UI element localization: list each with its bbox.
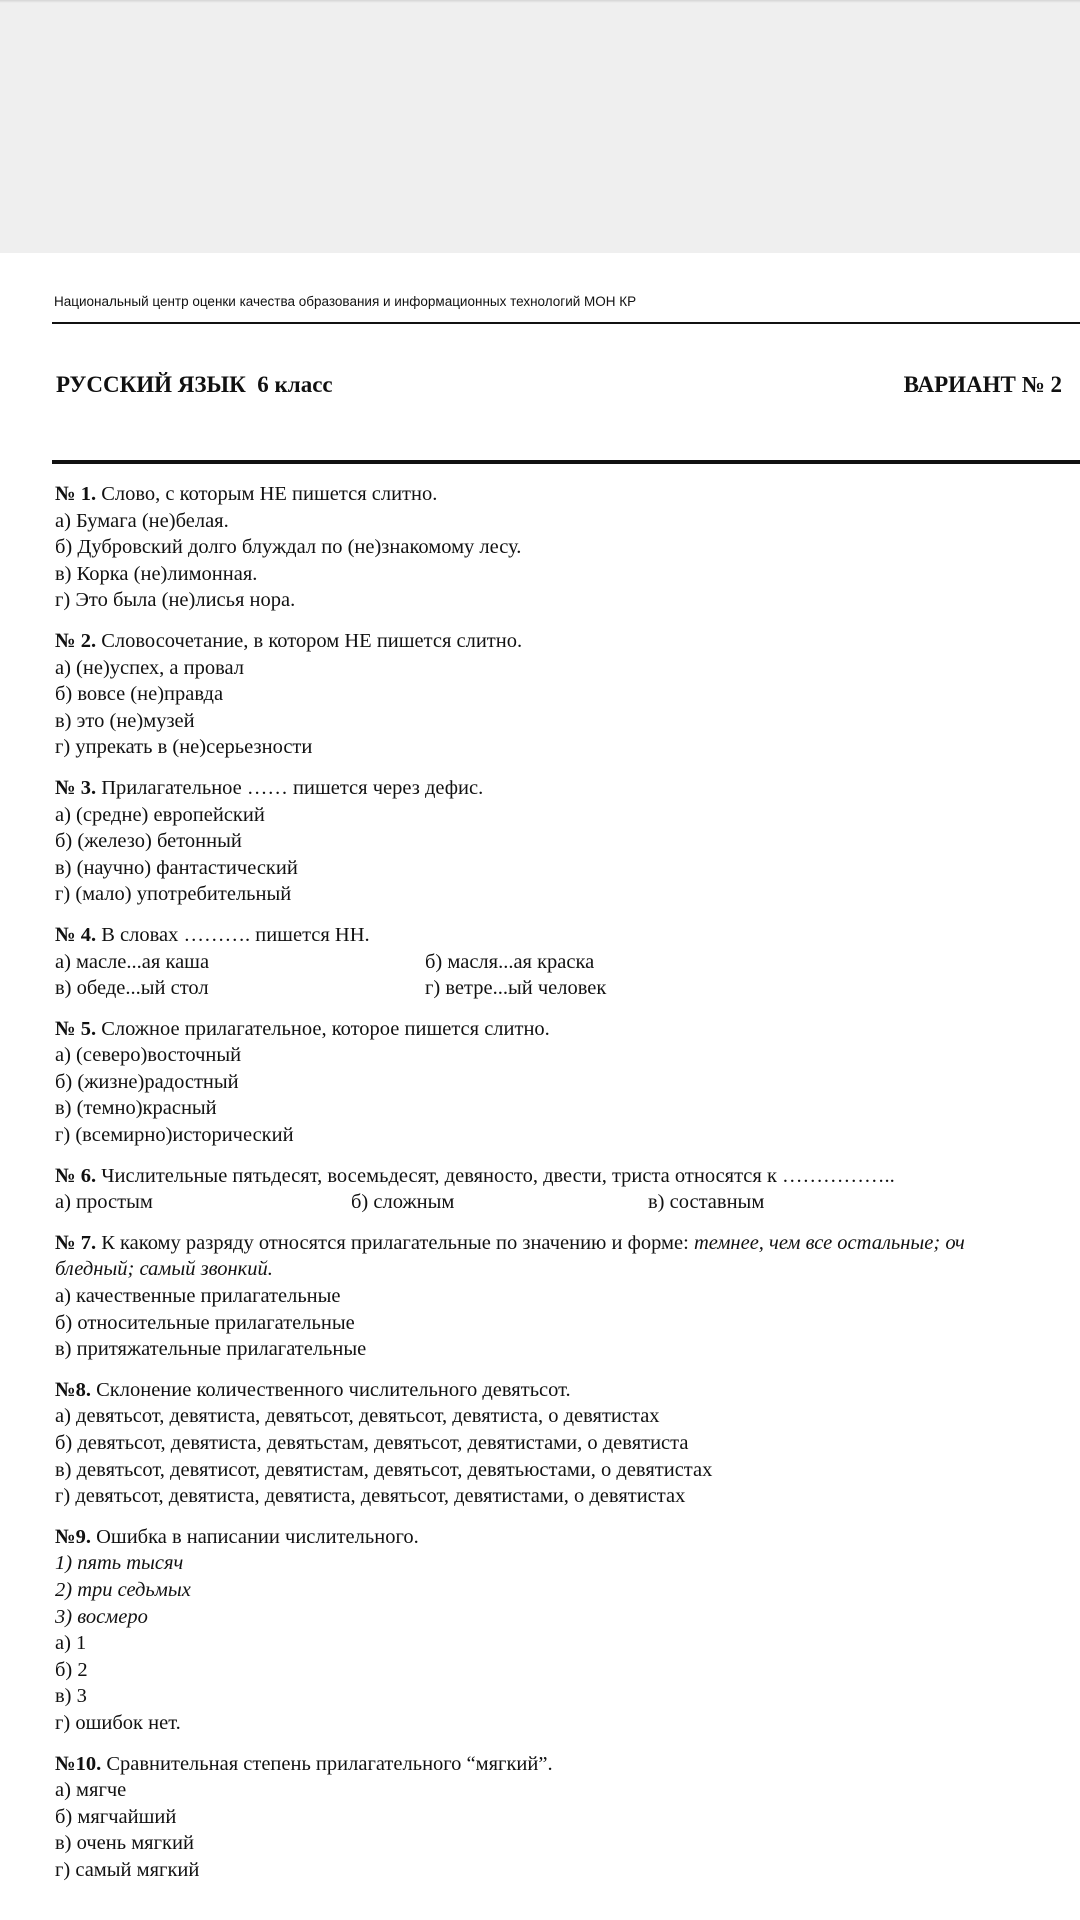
answer-option: г) Это была (не)лисья нора. xyxy=(55,589,296,612)
answer-option: г) ветре...ый человек xyxy=(425,977,607,1000)
numbered-item: 1) пять тысяч xyxy=(55,1552,184,1575)
answer-option: г) девятьсот, девятиста, девятиста, девятьсот, девятистами, о девятистах xyxy=(55,1485,686,1508)
answer-option: а) качественные прилагательные xyxy=(55,1285,341,1308)
question-title xyxy=(55,922,1080,949)
answer-option: г) (всемирно)исторический xyxy=(55,1124,294,1147)
answer-option: в) девятьсот, девятисот, девятистам, девятьсот, девятьюстами, о девятистах xyxy=(55,1458,713,1481)
answer-option: в) это (не)музей xyxy=(55,709,195,732)
answer-option: г) (мало) употребительный xyxy=(55,883,292,906)
answer-option: а) девятьсот, девятиста, девятьсот, девятьсот, девятиста, о девятистах xyxy=(55,1405,660,1428)
answer-option: а) масле...ая каша xyxy=(55,950,210,973)
question-text: Ошибка в написании числительного. xyxy=(90,1525,419,1548)
answer-option: в) составным xyxy=(648,1191,765,1214)
question-text: Сложное прилагательное, которое пишется слитно. xyxy=(96,1017,550,1040)
answer-option: в) обеде...ый стол xyxy=(55,977,209,1000)
question-number: № 3. xyxy=(55,776,97,799)
header-divider xyxy=(52,322,1080,324)
question-title xyxy=(55,481,1080,508)
question-text-continued: бледный; самый звонкий. xyxy=(55,1258,273,1281)
answer-option: а) 1 xyxy=(55,1632,87,1655)
question-number: № 1. xyxy=(55,483,97,505)
question-number: № 5. xyxy=(55,1017,97,1040)
questions-list xyxy=(55,481,1080,1898)
answer-option: б) девятьсот, девятиста, девятьстам, девятьсот, девятистами, о девятиста xyxy=(55,1432,689,1454)
answer-option: г) ошибок нет. xyxy=(55,1711,181,1734)
answer-option: б) сложным xyxy=(351,1191,455,1214)
question-1 xyxy=(55,481,1080,614)
answer-option: в) Корка (не)лимонная. xyxy=(55,562,258,585)
answer-option: в) (научно) фантастический xyxy=(55,856,298,879)
answer-option: б) Дубровский долго блуждал по (не)знакомому лесу. xyxy=(55,536,522,559)
question-5 xyxy=(55,1016,1080,1149)
question-title xyxy=(55,775,1080,802)
question-title xyxy=(55,1751,1080,1778)
question-title xyxy=(55,1377,1080,1404)
answer-option: а) простым xyxy=(55,1191,153,1214)
question-number: №8. xyxy=(55,1378,91,1401)
question-2 xyxy=(55,628,1080,761)
variant-title: ВАРИАНТ № 2 xyxy=(903,372,1062,397)
question-title xyxy=(55,1230,1080,1257)
question-number: №9. xyxy=(55,1525,91,1548)
question-9 xyxy=(55,1524,1080,1737)
options-row xyxy=(55,1189,1080,1216)
question-text: Склонение количественного числительного девятьсот. xyxy=(90,1378,571,1401)
answer-option: б) масля...ая краска xyxy=(425,950,595,973)
question-number: № 7. xyxy=(55,1231,97,1254)
answer-option: б) вовсе (не)правда xyxy=(55,683,224,706)
answer-option: в) (темно)красный xyxy=(55,1097,217,1120)
question-number: № 6. xyxy=(55,1164,97,1187)
numbered-item: 3) восмеро xyxy=(55,1605,148,1628)
document-page xyxy=(0,253,1080,1920)
question-number: № 2. xyxy=(55,629,97,652)
answer-option: а) (северо)восточный xyxy=(55,1044,242,1067)
question-title xyxy=(55,1163,1080,1190)
numbered-item: 2) три седьмых xyxy=(55,1578,191,1601)
question-title xyxy=(55,1016,1080,1043)
subject-title: РУССКИЙ ЯЗЫК 6 класс xyxy=(56,372,333,397)
question-title xyxy=(55,1524,1080,1551)
question-title xyxy=(55,628,1080,655)
answer-option: б) 2 xyxy=(55,1658,88,1681)
question-10 xyxy=(55,1751,1080,1884)
question-text: К какому разряду относятся прилагательные по значению и форме: xyxy=(96,1231,694,1254)
answer-option: в) притяжательные прилагательные xyxy=(55,1338,367,1361)
question-text: Числительные пятьдесят, восемьдесят, девяносто, двести, триста относятся к …………….. xyxy=(96,1164,895,1187)
question-number: №10. xyxy=(55,1752,102,1775)
answer-option: а) (не)успех, а провал xyxy=(55,656,245,679)
organization-header: Национальный центр оценки качества образования и информационных технологий МОН КР xyxy=(54,294,637,309)
answer-option: г) упрекать в (не)серьезности xyxy=(55,736,313,759)
question-text: Прилагательное …… пишется через дефис. xyxy=(96,776,484,799)
answer-option: а) Бумага (не)белая. xyxy=(55,509,229,532)
answer-option: в) 3 xyxy=(55,1685,87,1708)
answer-option: б) относительные прилагательные xyxy=(55,1311,355,1334)
options-row xyxy=(55,949,1080,976)
answer-option: б) мягчайший xyxy=(55,1805,177,1828)
question-8 xyxy=(55,1377,1080,1510)
question-4 xyxy=(55,922,1080,1002)
answer-option: а) мягче xyxy=(55,1779,127,1802)
answer-option: а) (средне) европейский xyxy=(55,803,265,826)
question-text: Сравнительная степень прилагательного “мягкий”. xyxy=(101,1752,553,1775)
question-3 xyxy=(55,775,1080,908)
question-7 xyxy=(55,1230,1080,1363)
answer-option: в) очень мягкий xyxy=(55,1832,194,1855)
answer-option: г) самый мягкий xyxy=(55,1858,200,1881)
answer-option: б) (железо) бетонный xyxy=(55,830,242,853)
question-text: В словах ………. пишется НН. xyxy=(96,923,370,946)
question-number: № 4. xyxy=(55,923,97,946)
viewer-background xyxy=(0,0,1080,253)
question-text: Словосочетание, в котором НЕ пишется слитно. xyxy=(96,629,523,652)
question-text: Слово, с которым НЕ пишется слитно. xyxy=(96,483,438,505)
title-divider xyxy=(52,460,1080,464)
answer-option: б) (жизне)радостный xyxy=(55,1070,239,1093)
question-6 xyxy=(55,1163,1080,1216)
question-text-italic: темнее, чем все остальные; оч xyxy=(693,1231,965,1254)
options-row xyxy=(55,975,1080,1002)
